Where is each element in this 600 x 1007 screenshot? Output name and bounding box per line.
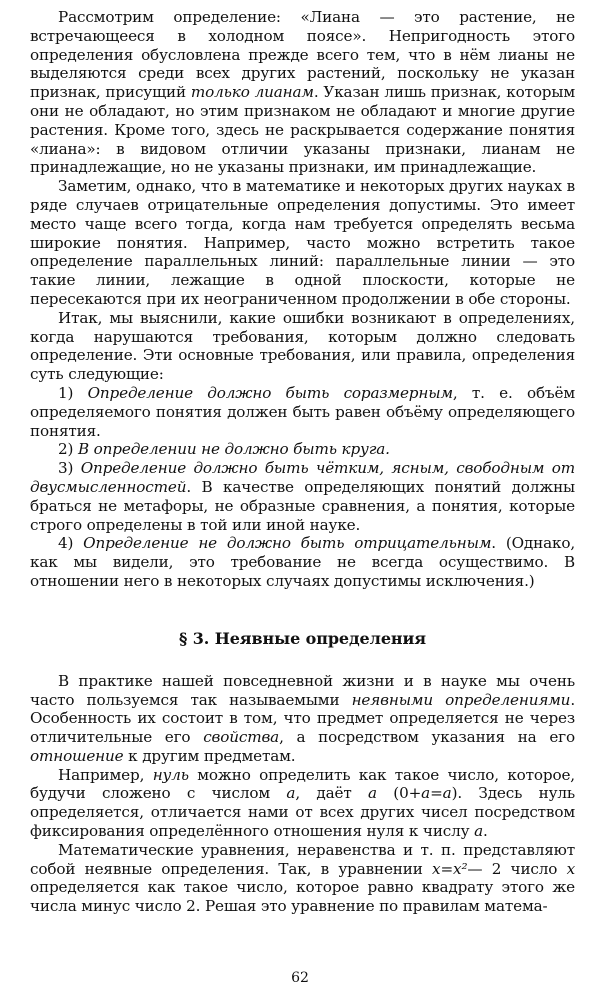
paragraph [30,534,575,590]
page-number: 62 [291,970,309,986]
text-run: 3) [58,459,81,478]
text-run: . Указан лишь признак, которым они не обладают, но этим признаком не обладают и многие другие растения. Кроме того, здесь не раскрывается содержание понятия «лиана»: в видовом отличии указаны признаки, лианам не принадлежащие, но не указаны признаки, им принадлежащие. [30,83,575,177]
paragraph [30,8,575,177]
text-run: . [483,822,488,841]
italic-text: a [368,784,377,803]
text-run: , т. е. объём определяемого понятия должен быть равен объёму определяющего понятия. [30,383,575,440]
page-content [30,8,575,916]
text-run: определяется как такое число, которое равно квадрату этого же числа минус число 2. Решая это уравнение по правилам матема- [30,878,575,916]
italic-text: Определение должно быть чётким, ясным, свободным от двусмысленностей [30,459,576,496]
italic-text: a [286,784,296,803]
italic-text: неявными определениями [351,690,571,709]
text-run: 4) [58,534,84,553]
italic-text: В определении не должно быть круга. [77,440,390,459]
paragraph [30,841,575,916]
italic-text: x² [453,859,468,878]
italic-text: a [421,784,431,803]
italic-text: только лианам [190,83,314,102]
text-run: Например, [58,765,153,784]
text-run: Итак, мы выяснили, какие ошибки возникают в определениях, когда нарушаются требования, которым должно следовать определение. Эти основные требования, или правила, определения суть следующие: [30,308,575,384]
section-heading: § 3. Неявные определения [179,628,426,648]
paragraph [30,177,575,309]
italic-text: x [432,859,441,878]
text-run: = [440,859,454,878]
text-run: = [430,784,443,803]
paragraph [30,766,575,841]
text-run: можно определить как такое число, которое, будучи сложено с числом [30,765,575,803]
text-run: ). Здесь нуль определяется, отличается нами от всех других чисел посредством фиксирования определённого отношения нуля к числу [30,784,576,841]
italic-text: x [566,859,575,878]
paragraph [30,672,575,766]
italic-text: свойства [203,728,280,747]
text-run: Заметим, однако, что в математике и некоторых других науках в ряде случаев отрицательные определения допустимы. Это имеет место чаще всего тогда, когда нам требуется определять весьма широкие понятия. Например, часто можно встретить такое определение параллельных линий: параллельные линии — это такие линии, лежащие в одной плоскости, которые не пересекаются при их неограниченном продолжении в обе стороны. [30,177,575,308]
text-run: , а посредством указания на его [279,728,575,747]
italic-text: Определение должно быть соразмерным [87,383,453,402]
paragraph [30,384,575,440]
paragraph [30,459,575,534]
paragraph [30,440,575,459]
text-block-top [30,8,575,591]
italic-text: a [474,822,484,841]
italic-text: a [442,784,452,803]
text-run: . В качестве определяющих понятий должны браться не метафоры, не образные сравнения, а понятия, которые строго определены в той или иной науке. [30,477,575,534]
text-run: к другим предметам. [123,746,296,765]
text-run: 2) [58,440,78,459]
text-run: . Особенность их состоит в том, что предмет определяется не через отличительные его [30,690,575,747]
italic-text: Определение не должно быть отрицательным [83,534,492,553]
text-block-bottom [30,672,575,916]
italic-text: отношение [30,746,124,765]
text-run: 1) [58,383,88,402]
text-run: Рассмотрим определение: «Лиана — это растение, не встречающееся в холодном поясе». Непригодность этого определения обусловлена прежде всего тем, что в нём лианы не выделяются среди всех других растений, поскольку не указан признак, присущий [30,8,575,102]
text-run: — 2 число [467,859,567,878]
paragraph [30,309,575,384]
text-run: В практике нашей повседневной жизни и в науке мы очень часто пользуемся так называемыми [30,671,575,709]
text-run: Математические уравнения, неравенства и т. п. представляют собой неявные определения. Так, в уравнении [30,840,575,878]
text-run: , даёт [295,784,368,803]
italic-text: нуль [152,765,189,784]
text-run: . (Однако, как мы видели, это требование не всегда осуществимо. В отношении него в некоторых случаях допустимы исключения.) [30,534,575,590]
text-run: (0+ [376,784,422,803]
